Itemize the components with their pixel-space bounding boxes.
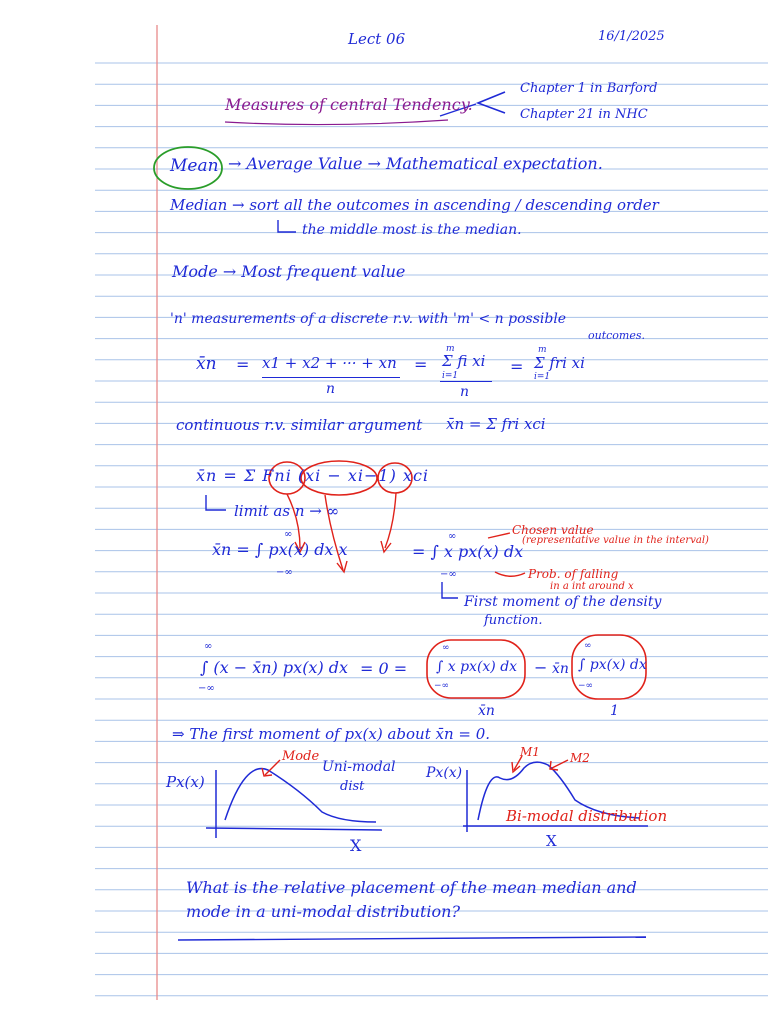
discrete-numerator: x1 + x2 + ··· + xn [262,354,397,372]
first-moment-hook [442,582,458,598]
graph2-xlabel: X [546,832,557,850]
discrete-denominator: n [326,381,336,397]
first-moment-text-2: function. [484,613,543,628]
discrete-denominator-2: n [460,384,470,400]
page-title: Measures of central Tendency. [225,95,473,114]
moment-lhs: ∫ (x − x̄n) px(x) dx [200,658,349,677]
moment-term2: ∫ px(x) dx [578,657,647,673]
first-moment-text: First moment of the density [464,594,662,610]
continuous-intro: continuous r.v. similar argument [176,416,423,434]
unimodal-label: Uni-modal [322,759,396,775]
moment-under-1: x̄n [478,703,495,719]
discrete-sum-bottom-2: i=1 [534,372,551,382]
prob-bracket [495,572,525,576]
discrete-intro-cont: outcomes. [588,329,645,342]
discrete-eq3: = [510,357,524,376]
prob-note: Prob. of falling [528,567,619,581]
integral-1: x̄n = ∫ px(x) dx x [212,540,348,559]
bimodal-label: Bi-modal distribution [506,807,668,825]
moment-term1-lower: −∞ [434,681,450,691]
chapter-ref-2: Chapter 21 in NHC [520,107,648,122]
m2-label: M2 [570,751,590,765]
discrete-eq1: = [236,355,250,374]
discrete-sum-bottom: i=1 [442,371,459,381]
mode-definition: Mode → Most frequent value [172,262,406,281]
unimodal-label-2: dist [340,779,365,794]
discrete-sum-fixi: Σ fi xi [442,352,486,370]
final-underline [178,937,646,940]
median-definition-2: the middle most is the median. [302,222,522,238]
continuous-formula: x̄n = Σ fri xci [446,415,546,433]
question-line-2: mode in a uni-modal distribution? [186,902,461,921]
arrow-xci [385,493,396,548]
prob-note-2: in a int around x [550,581,634,592]
median-bracket [278,220,296,232]
moment-term1: ∫ x px(x) dx [436,659,518,675]
title-bracket-arrow [478,92,505,113]
graph2-ylabel: Px(x) [426,765,463,781]
moment-minus: − [534,658,548,677]
m1-label: M1 [520,745,540,759]
discrete-intro: 'n' measurements of a discrete r.v. with 'm' < n possible [170,311,567,327]
first-moment-conclusion: ⇒ The first moment of px(x) about x̄n = 0. [172,725,491,743]
discrete-sum-frixi: Σ fri xi [534,354,585,372]
limit-text: limit as n → ∞ [234,502,340,520]
graph1-xlabel: X [350,836,362,855]
continuous-formula-2: x̄n = Σ Fni (xi − xi−1) xci [196,466,430,485]
m2-arrow [552,760,568,768]
fraction-bar-2 [440,381,492,382]
moment-under-2: 1 [610,703,619,719]
integral-1-upper: ∞ [284,529,293,540]
chosen-value-arrow [488,533,510,538]
moment-lower: −∞ [198,683,215,694]
discrete-sum-top: m [446,344,455,354]
mean-word: Mean [170,156,219,176]
title-underline [225,120,448,125]
moment-eq-zero: = 0 = [360,659,408,678]
moment-term1-upper: ∞ [442,643,450,653]
lecture-label: Lect 06 [348,30,406,48]
discrete-eq2: = [414,355,428,374]
moment-xbar: x̄n [552,661,569,677]
discrete-sum-top-2: m [538,345,547,355]
moment-term2-upper: ∞ [584,641,592,651]
discrete-xbar: x̄n [196,354,217,374]
chosen-value-detail: (representative value in the interval) [522,535,709,546]
mode-label: Mode [282,749,320,764]
moment-term2-lower: −∞ [578,681,594,691]
integral-2: = ∫ x px(x) dx [412,542,524,561]
moment-upper: ∞ [204,641,213,652]
integral-2-upper: ∞ [448,531,457,542]
chapter-ref-1: Chapter 1 in Barford [520,81,658,96]
integral-1-lower: −∞ [276,567,293,578]
chosen-value-note: Chosen value [512,523,594,537]
integral-2-lower: −∞ [440,569,457,580]
question-line-1: What is the relative placement of the mean median and [186,878,637,897]
fraction-bar-1 [262,377,400,378]
date-label: 16/1/2025 [598,29,665,44]
mean-definition: → Average Value → Mathematical expectation. [228,154,603,173]
median-definition: Median → sort all the outcomes in ascending / descending order [170,196,659,214]
graph1-ylabel: Px(x) [166,773,205,791]
